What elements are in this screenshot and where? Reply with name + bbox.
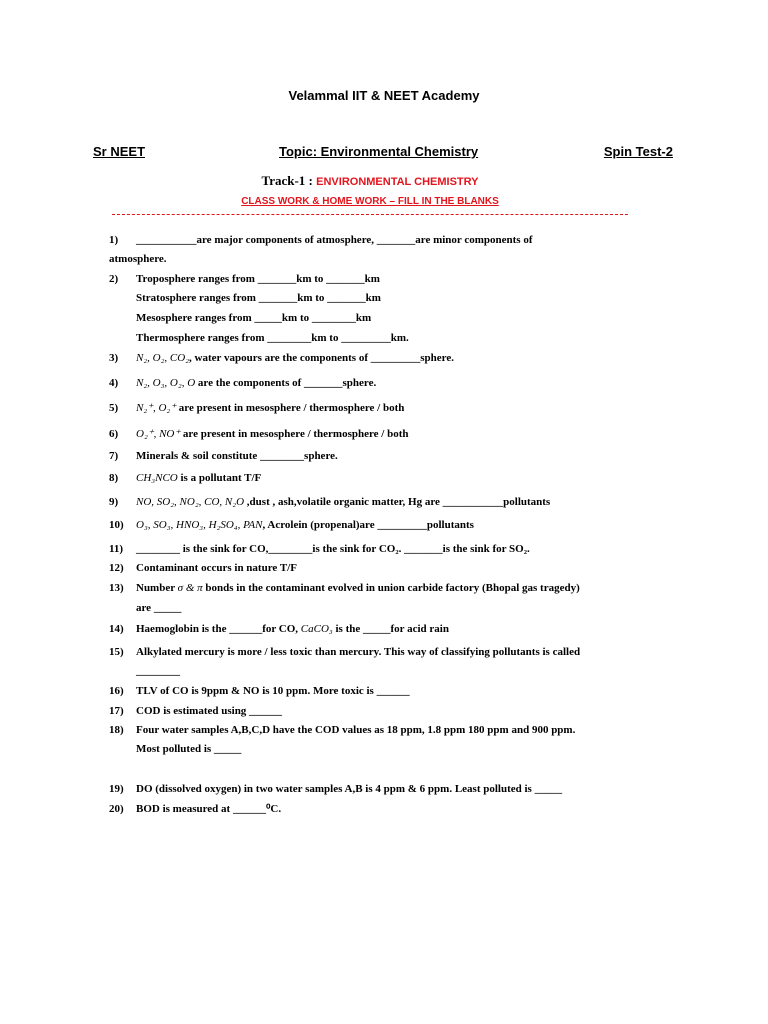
question-text: N₂, O₃, O₂, O are the components of _______sphere. [136,377,377,389]
question-text: ___________are major components of atmosphere, _______are minor components of [136,234,533,246]
question-text: Four water samples A,B,C,D have the COD values as 18 ppm, 1.8 ppm 180 ppm and 900 ppm. [136,724,576,736]
question-2-line-4: Thermosphere ranges from ________km to _________km. [136,332,409,344]
track-prefix: Track-1 : [261,173,317,188]
symbol: σ & π [177,582,203,594]
question-number: 19) [109,783,124,795]
class-label: Sr NEET [93,144,146,159]
question-1-continued: atmosphere. [109,253,167,265]
question-number: 4) [109,377,119,389]
chemical-formula: O₃, SO₃, HNO₃, H₂SO₄, PAN [136,519,263,531]
question-13-continued: are _____ [136,602,182,614]
question-number: 15) [109,646,124,658]
question-text: N₂, O₂, CO₂, water vapours are the components of _________sphere. [136,352,454,364]
question-number: 6) [109,428,119,440]
question-2-line-2: Stratosphere ranges from _______km to _______km [136,292,381,304]
question-text: Troposphere ranges from _______km to _______km [136,273,380,285]
question-number: 3) [109,352,119,364]
question-text: DO (dissolved oxygen) in two water samples A,B is 4 ppm & 6 ppm. Least polluted is _____ [136,783,563,795]
question-text: TLV of CO is 9ppm & NO is 10 ppm. More toxic is ______ [136,685,410,697]
question-number: 20) [109,803,124,815]
question-number: 5) [109,402,119,414]
topic-label: Topic: Environmental Chemistry [279,144,479,159]
question-text: N₂⁺, O₂⁺ are present in mesosphere / thermosphere / both [136,402,405,414]
track-heading [0,173,740,189]
question-number: 12) [109,562,124,574]
question-text: Alkylated mercury is more / less toxic than mercury. This way of classifying pollutants is called [136,646,581,658]
question-text: Haemoglobin is the ______for CO, CaCO₃ is the _____for acid rain [136,623,449,635]
question-text: ________ is the sink for CO,________is the sink for CO₂. _______is the sink for SO₂. [136,543,530,555]
question-number: 17) [109,705,124,717]
chemical-formula: N₂, O₃, O₂, O [136,377,196,389]
chemical-formula: CaCO₃ [300,623,333,635]
chemical-formula: N₂, O₂, CO₂ [136,352,190,364]
question-text: COD is estimated using ______ [136,705,283,717]
question-text: NO, SO₂, NO₂, CO, N₂O ,dust , ash,volatile organic matter, Hg are ___________pollutants [136,496,551,508]
chemical-formula: CH₃NCO [136,472,178,484]
dashed-divider [112,214,628,215]
question-text: O₂⁺, NO⁺ are present in mesosphere / thermosphere / both [136,428,409,440]
track-name: ENVIRONMENTAL CHEMISTRY [316,176,479,188]
question-number: 13) [109,582,124,594]
question-text: Contaminant occurs in nature T/F [136,562,297,574]
question-18-continued: Most polluted is _____ [136,743,242,755]
question-number: 16) [109,685,124,697]
question-text: BOD is measured at ______⁰C. [136,803,282,815]
question-number: 8) [109,472,119,484]
question-number: 14) [109,623,124,635]
institute-title: Velammal IIT & NEET Academy [288,88,480,103]
question-number: 10) [109,519,124,531]
question-number: 7) [109,450,119,462]
question-number: 9) [109,496,119,508]
question-15-continued: ________ [136,665,180,677]
question-number: 2) [109,273,119,285]
question-number: 11) [109,543,124,555]
question-text: O₃, SO₃, HNO₃, H₂SO₄, PAN, Acrolein (propenal)are _________pollutants [136,519,474,531]
question-text: Minerals & soil constitute ________sphere. [136,450,338,462]
question-2-line-3: Mesosphere ranges from _____km to ________km [136,312,372,324]
question-text: CH₃NCO is a pollutant T/F [136,472,262,484]
question-number: 1) [109,234,119,246]
question-number: 18) [109,724,124,736]
chemical-formula: O₂⁺, NO⁺ [136,428,181,440]
worksheet-subtitle: CLASS WORK & HOME WORK – FILL IN THE BLANKS [241,196,499,207]
question-text: Number σ & π bonds in the contaminant evolved in union carbide factory (Bhopal gas tragedy) [136,582,580,594]
chemical-formula: NO, SO₂, NO₂, CO, N₂O [136,496,245,508]
chemical-formula: N₂⁺, O₂⁺ [136,402,177,414]
test-label: Spin Test-2 [603,144,673,159]
test-meta-row [93,144,673,162]
